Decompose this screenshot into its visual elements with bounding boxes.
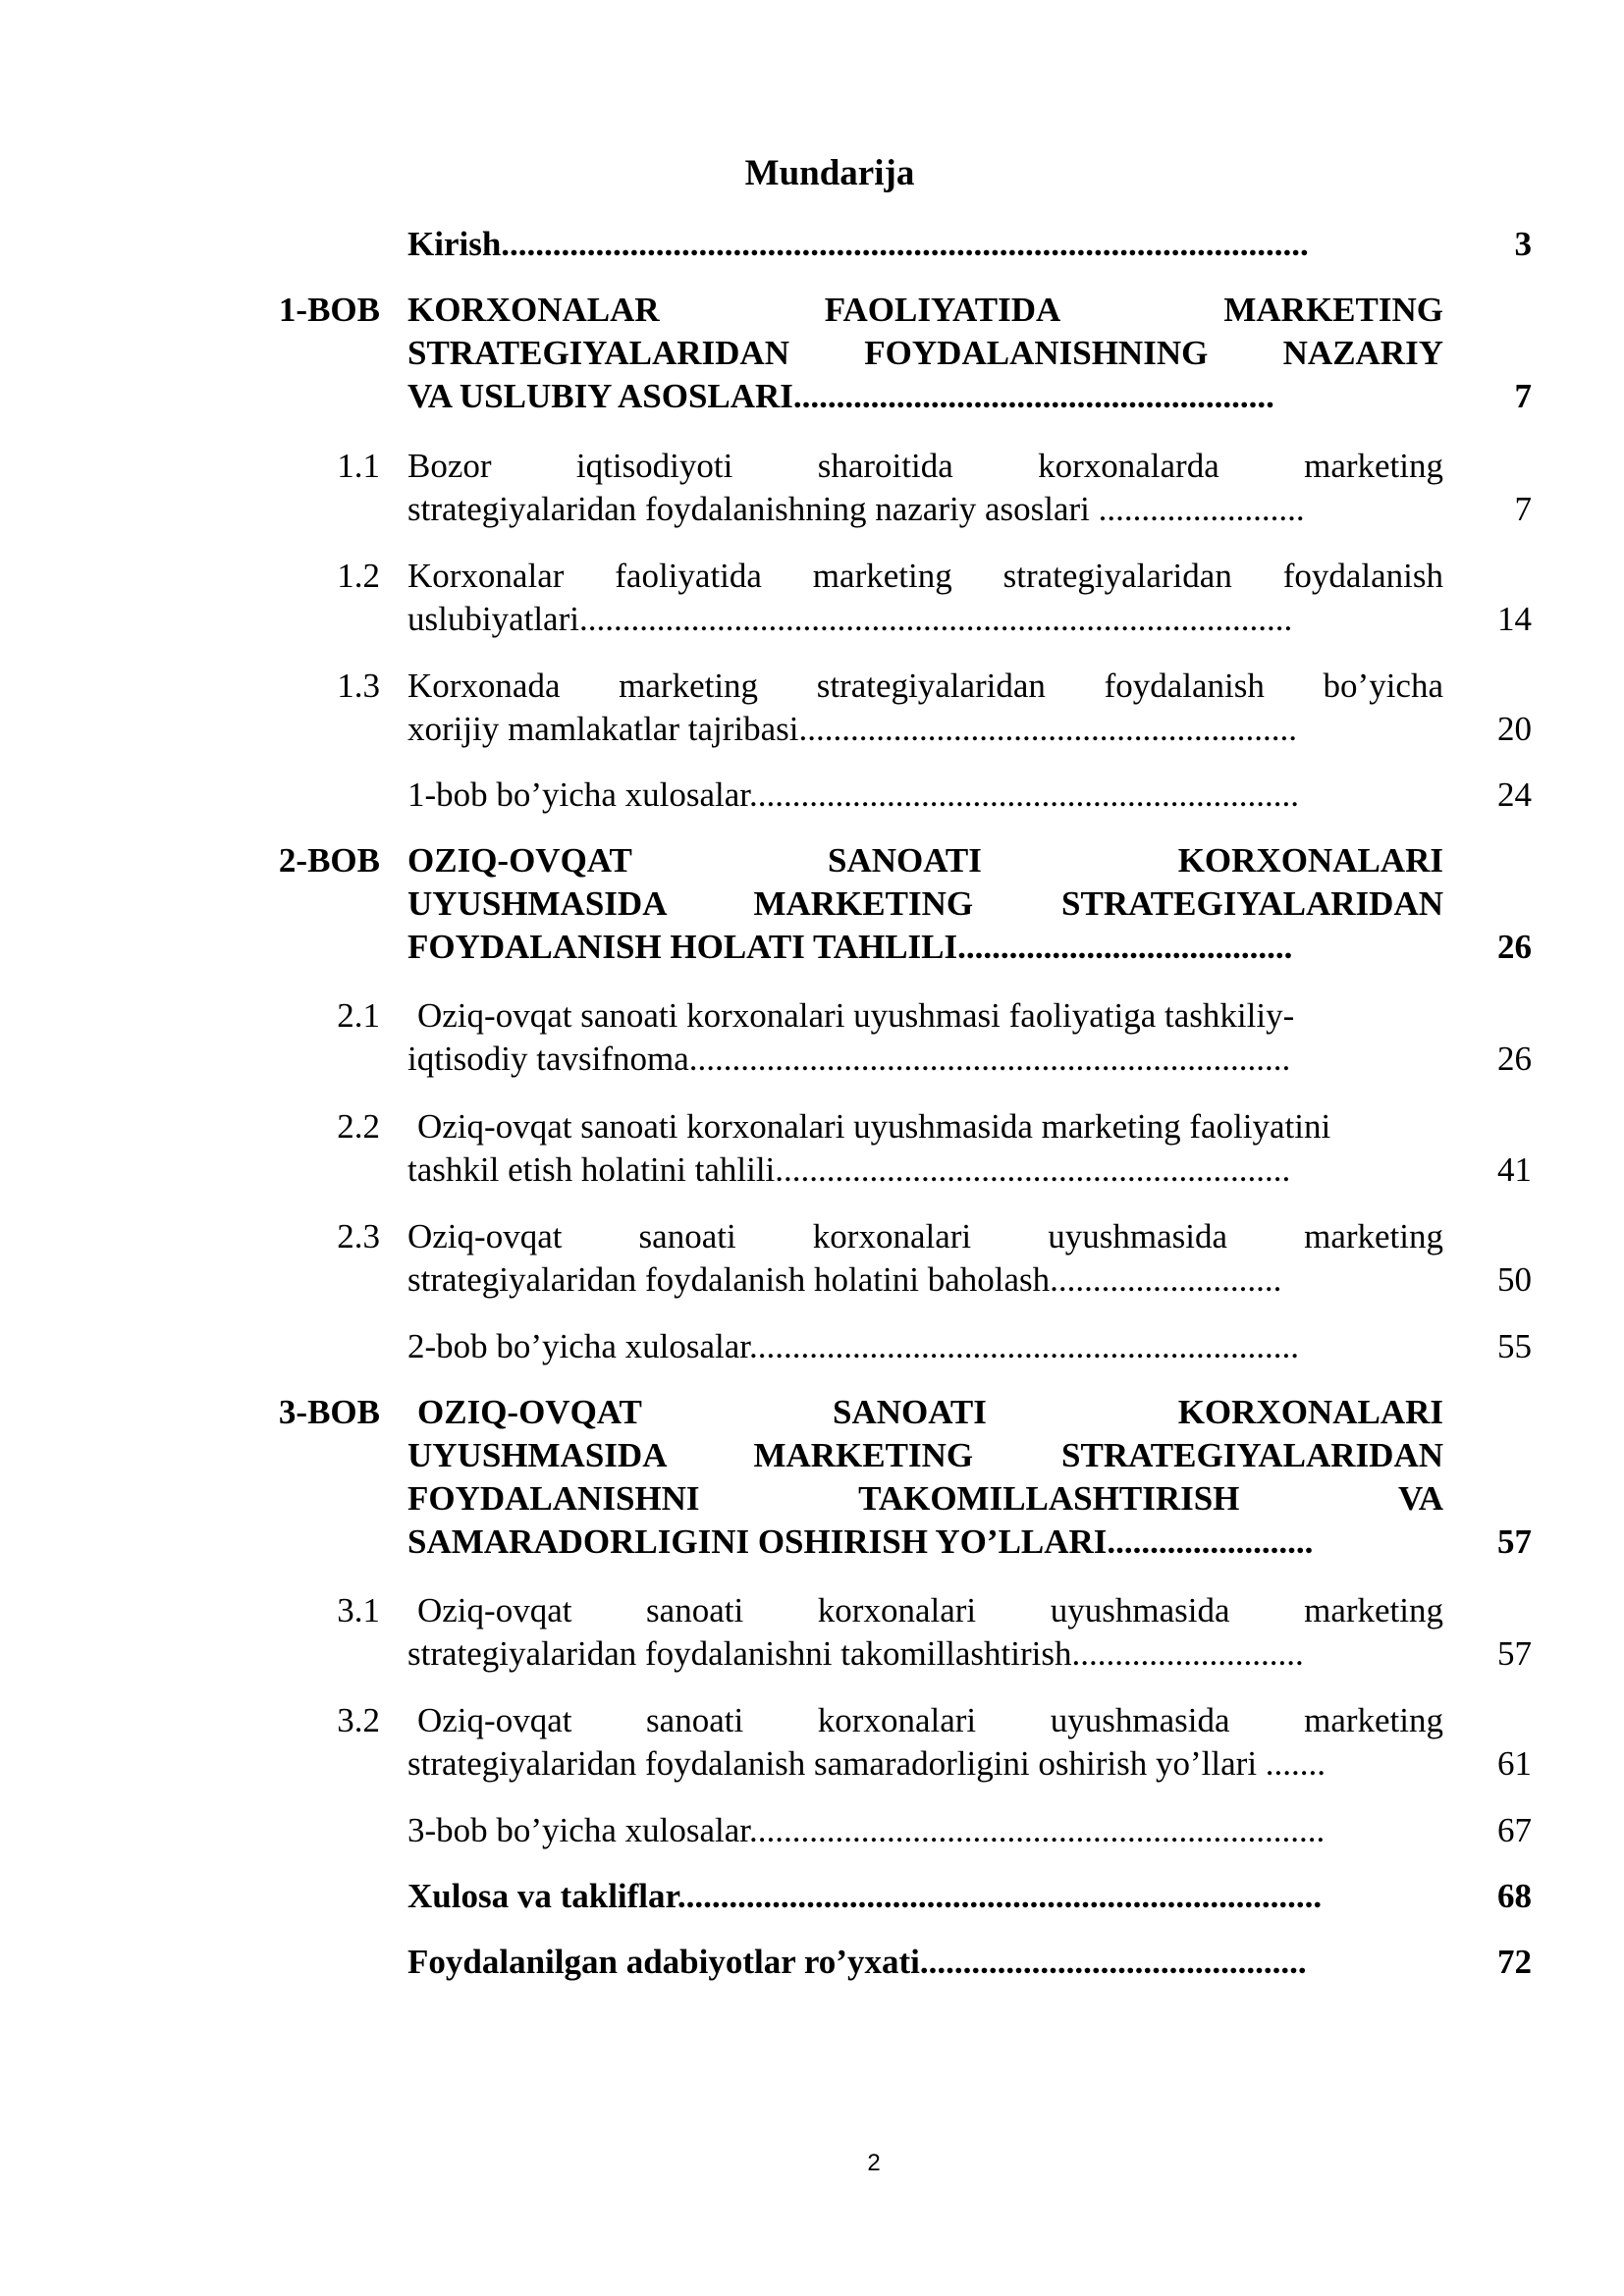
toc-entry-title: Oziq-ovqat sanoati korxonalari uyushmasida marketing faoliyatini tashkil etish holatini tahlili............................................................ [407,1107,1331,1189]
toc-entry-number: 1.1 [337,447,380,485]
toc-entry-page: 55 [1497,1327,1532,1365]
toc-entry-number: 1-BOB [278,291,380,329]
toc-entry-page: 26 [1497,928,1532,966]
toc-entry-page: 67 [1497,1811,1532,1849]
toc-entry-title: Oziq-ovqat sanoati korxonalari uyushmasi faoliyatiga tashkiliy- iqtisodiy tavsifnoma...................................................................... [407,996,1295,1078]
toc-entry-title: OZIQ-OVQAT SANOATI KORXONALARI UYUSHMASIDA MARKETING STRATEGIYALARIDAN FOYDALANISH HOLATI TAHLILI....................................... [407,841,1443,966]
toc-entry-page: 20 [1497,710,1532,748]
toc-entry-page: 7 [1514,377,1532,415]
toc-entry-number: 1.2 [337,557,380,595]
toc-entry-title: Korxonada marketing strategiyalaridan foydalanish bo’yicha xorijiy mamlakatlar tajribasi.......................................................... [407,667,1443,748]
toc-entry-title: OZIQ-OVQAT SANOATI KORXONALARI UYUSHMASIDA MARKETING STRATEGIYALARIDAN FOYDALANISHNI TAKOMILLASHTIRISH VA SAMARADORLIGINI OSHIRISH YO’LLARI........................ [407,1393,1443,1561]
toc-entry-page: 3 [1514,225,1532,263]
toc-entry-page: 57 [1497,1522,1532,1561]
toc-entry-number: 2.2 [337,1107,380,1146]
toc-entry-page: 14 [1497,600,1532,638]
toc-entry-title: Oziq-ovqat sanoati korxonalari uyushmasida marketing strategiyalaridan foydalanish samaradorligini oshirish yo’llari ....... [407,1701,1443,1783]
page-number: 2 [867,2150,881,2176]
toc-entry-page: 57 [1497,1634,1532,1673]
page-title: Mundarija [744,153,915,193]
toc-entry-title: 2-bob bo’yicha xulosalar................................................................ [407,1327,1299,1365]
toc-entry-number: 2-BOB [278,841,380,880]
toc-entry-page: 24 [1497,775,1532,814]
toc-entry-title: Oziq-ovqat sanoati korxonalari uyushmasida marketing strategiyalaridan foydalanishni takomillashtirish........................... [407,1591,1443,1673]
toc-entry-title: KORXONALAR FAOLIYATIDA MARKETING STRATEGIYALARIDAN FOYDALANISHNING NAZARIY VA USLUBIY ASOSLARI........................................................ [407,291,1443,415]
toc-entry-title: Bozor iqtisodiyoti sharoitida korxonalarda marketing strategiyalaridan foydalanishning nazariy asoslari ........................ [407,447,1443,528]
toc-entry-number: 1.3 [337,667,380,705]
toc-entry-title: Kirish.............................................................................................. [407,225,1309,263]
toc-entry-number: 2.1 [337,996,380,1035]
toc-entry-title: 3-bob bo’yicha xulosalar................................................................... [407,1811,1326,1849]
toc-entry-title: Korxonalar faoliyatida marketing strategiyalaridan foydalanish uslubiyatlari................................................................................... [407,557,1443,638]
toc-entry-page: 26 [1497,1040,1532,1078]
toc-entry-number: 3-BOB [278,1393,380,1431]
toc-entry-title: 1-bob bo’yicha xulosalar................................................................ [407,775,1299,814]
toc-entry-page: 50 [1497,1260,1532,1299]
toc-entry-page: 7 [1514,490,1532,528]
toc-entry-title: Oziq-ovqat sanoati korxonalari uyushmasida marketing strategiyalaridan foydalanish holatini baholash........................... [407,1217,1443,1299]
toc-entry-title: Foydalanilgan adabiyotlar ro’yxati............................................. [407,1943,1307,1981]
toc-entry-number: 3.2 [337,1701,380,1739]
toc-entry-page: 68 [1497,1877,1532,1915]
toc-entry-number: 3.1 [337,1591,380,1629]
toc-entry-page: 41 [1497,1150,1532,1189]
toc-entry-title: Xulosa va takliflar........................................................................... [407,1877,1323,1915]
toc-entry-number: 2.3 [337,1217,380,1255]
toc-entry-page: 61 [1497,1744,1532,1783]
toc-entry-page: 72 [1497,1943,1532,1981]
